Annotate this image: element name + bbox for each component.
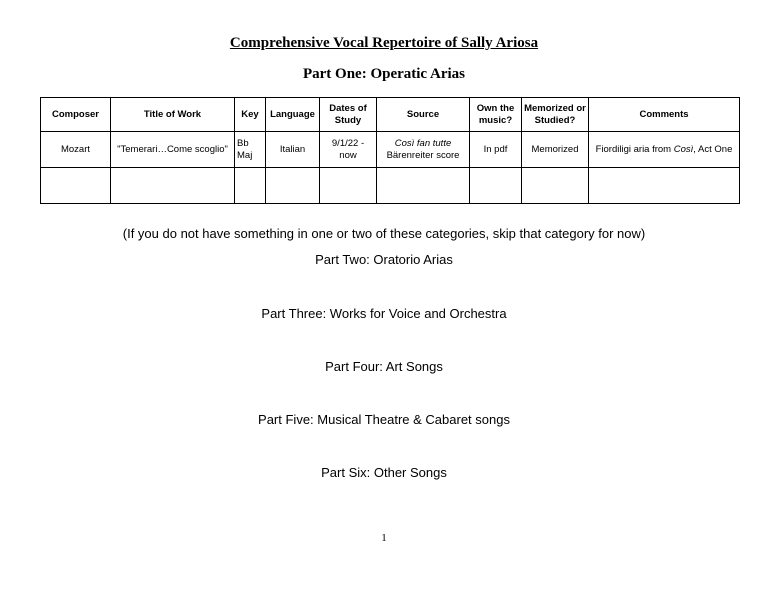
header-memorized: Memorized or Studied? xyxy=(522,98,589,132)
empty-cell xyxy=(522,168,589,204)
cell-dates: 9/1/22 - now xyxy=(320,132,377,168)
header-title: Title of Work xyxy=(111,98,235,132)
comments-post: , Act One xyxy=(693,143,733,155)
cell-memorized: Memorized xyxy=(522,132,589,168)
empty-cell xyxy=(235,168,266,204)
part-two-heading: Part Two: Oratorio Arias xyxy=(315,252,453,267)
header-key: Key xyxy=(235,98,266,132)
header-own-music: Own the music? xyxy=(470,98,522,132)
empty-cell xyxy=(266,168,320,204)
document-title: Comprehensive Vocal Repertoire of Sally Ariosa xyxy=(229,35,539,51)
header-composer: Composer xyxy=(41,98,111,132)
part-three-heading: Part Three: Works for Voice and Orchestra xyxy=(261,306,507,321)
part-four-heading: Part Four: Art Songs xyxy=(325,359,443,374)
table-row xyxy=(41,132,740,168)
empty-cell xyxy=(320,168,377,204)
empty-cell xyxy=(41,168,111,204)
repertoire-table xyxy=(40,97,740,204)
cell-own-music: In pdf xyxy=(470,132,522,168)
category-note: (If you do not have something in one or two of these categories, skip that category for now) xyxy=(122,226,646,241)
page-number: 1 xyxy=(381,532,387,544)
cell-key: Bb Maj xyxy=(235,132,266,168)
header-source: Source xyxy=(377,98,470,132)
cell-source xyxy=(377,132,470,168)
source-edition: Bärenreiter score xyxy=(386,149,460,161)
cell-comments xyxy=(589,132,740,168)
table-row-empty xyxy=(41,168,740,204)
comments-pre: Fiordiligi aria from xyxy=(595,143,674,155)
header-comments: Comments xyxy=(589,98,740,132)
header-dates: Dates of Study xyxy=(320,98,377,132)
cell-title: "Temerari…Come scoglio" xyxy=(111,132,235,168)
cell-language: Italian xyxy=(266,132,320,168)
source-opera-title: Così fan tutte xyxy=(394,137,452,149)
table-header-row xyxy=(41,98,740,132)
part-five-heading: Part Five: Musical Theatre & Cabaret songs xyxy=(258,412,510,427)
empty-cell xyxy=(589,168,740,204)
part-six-heading: Part Six: Other Songs xyxy=(321,465,447,480)
comments-italic: Così xyxy=(673,143,694,155)
header-language: Language xyxy=(266,98,320,132)
empty-cell xyxy=(111,168,235,204)
empty-cell xyxy=(470,168,522,204)
part-one-heading: Part One: Operatic Arias xyxy=(302,66,466,82)
empty-cell xyxy=(377,168,470,204)
cell-composer: Mozart xyxy=(41,132,111,168)
